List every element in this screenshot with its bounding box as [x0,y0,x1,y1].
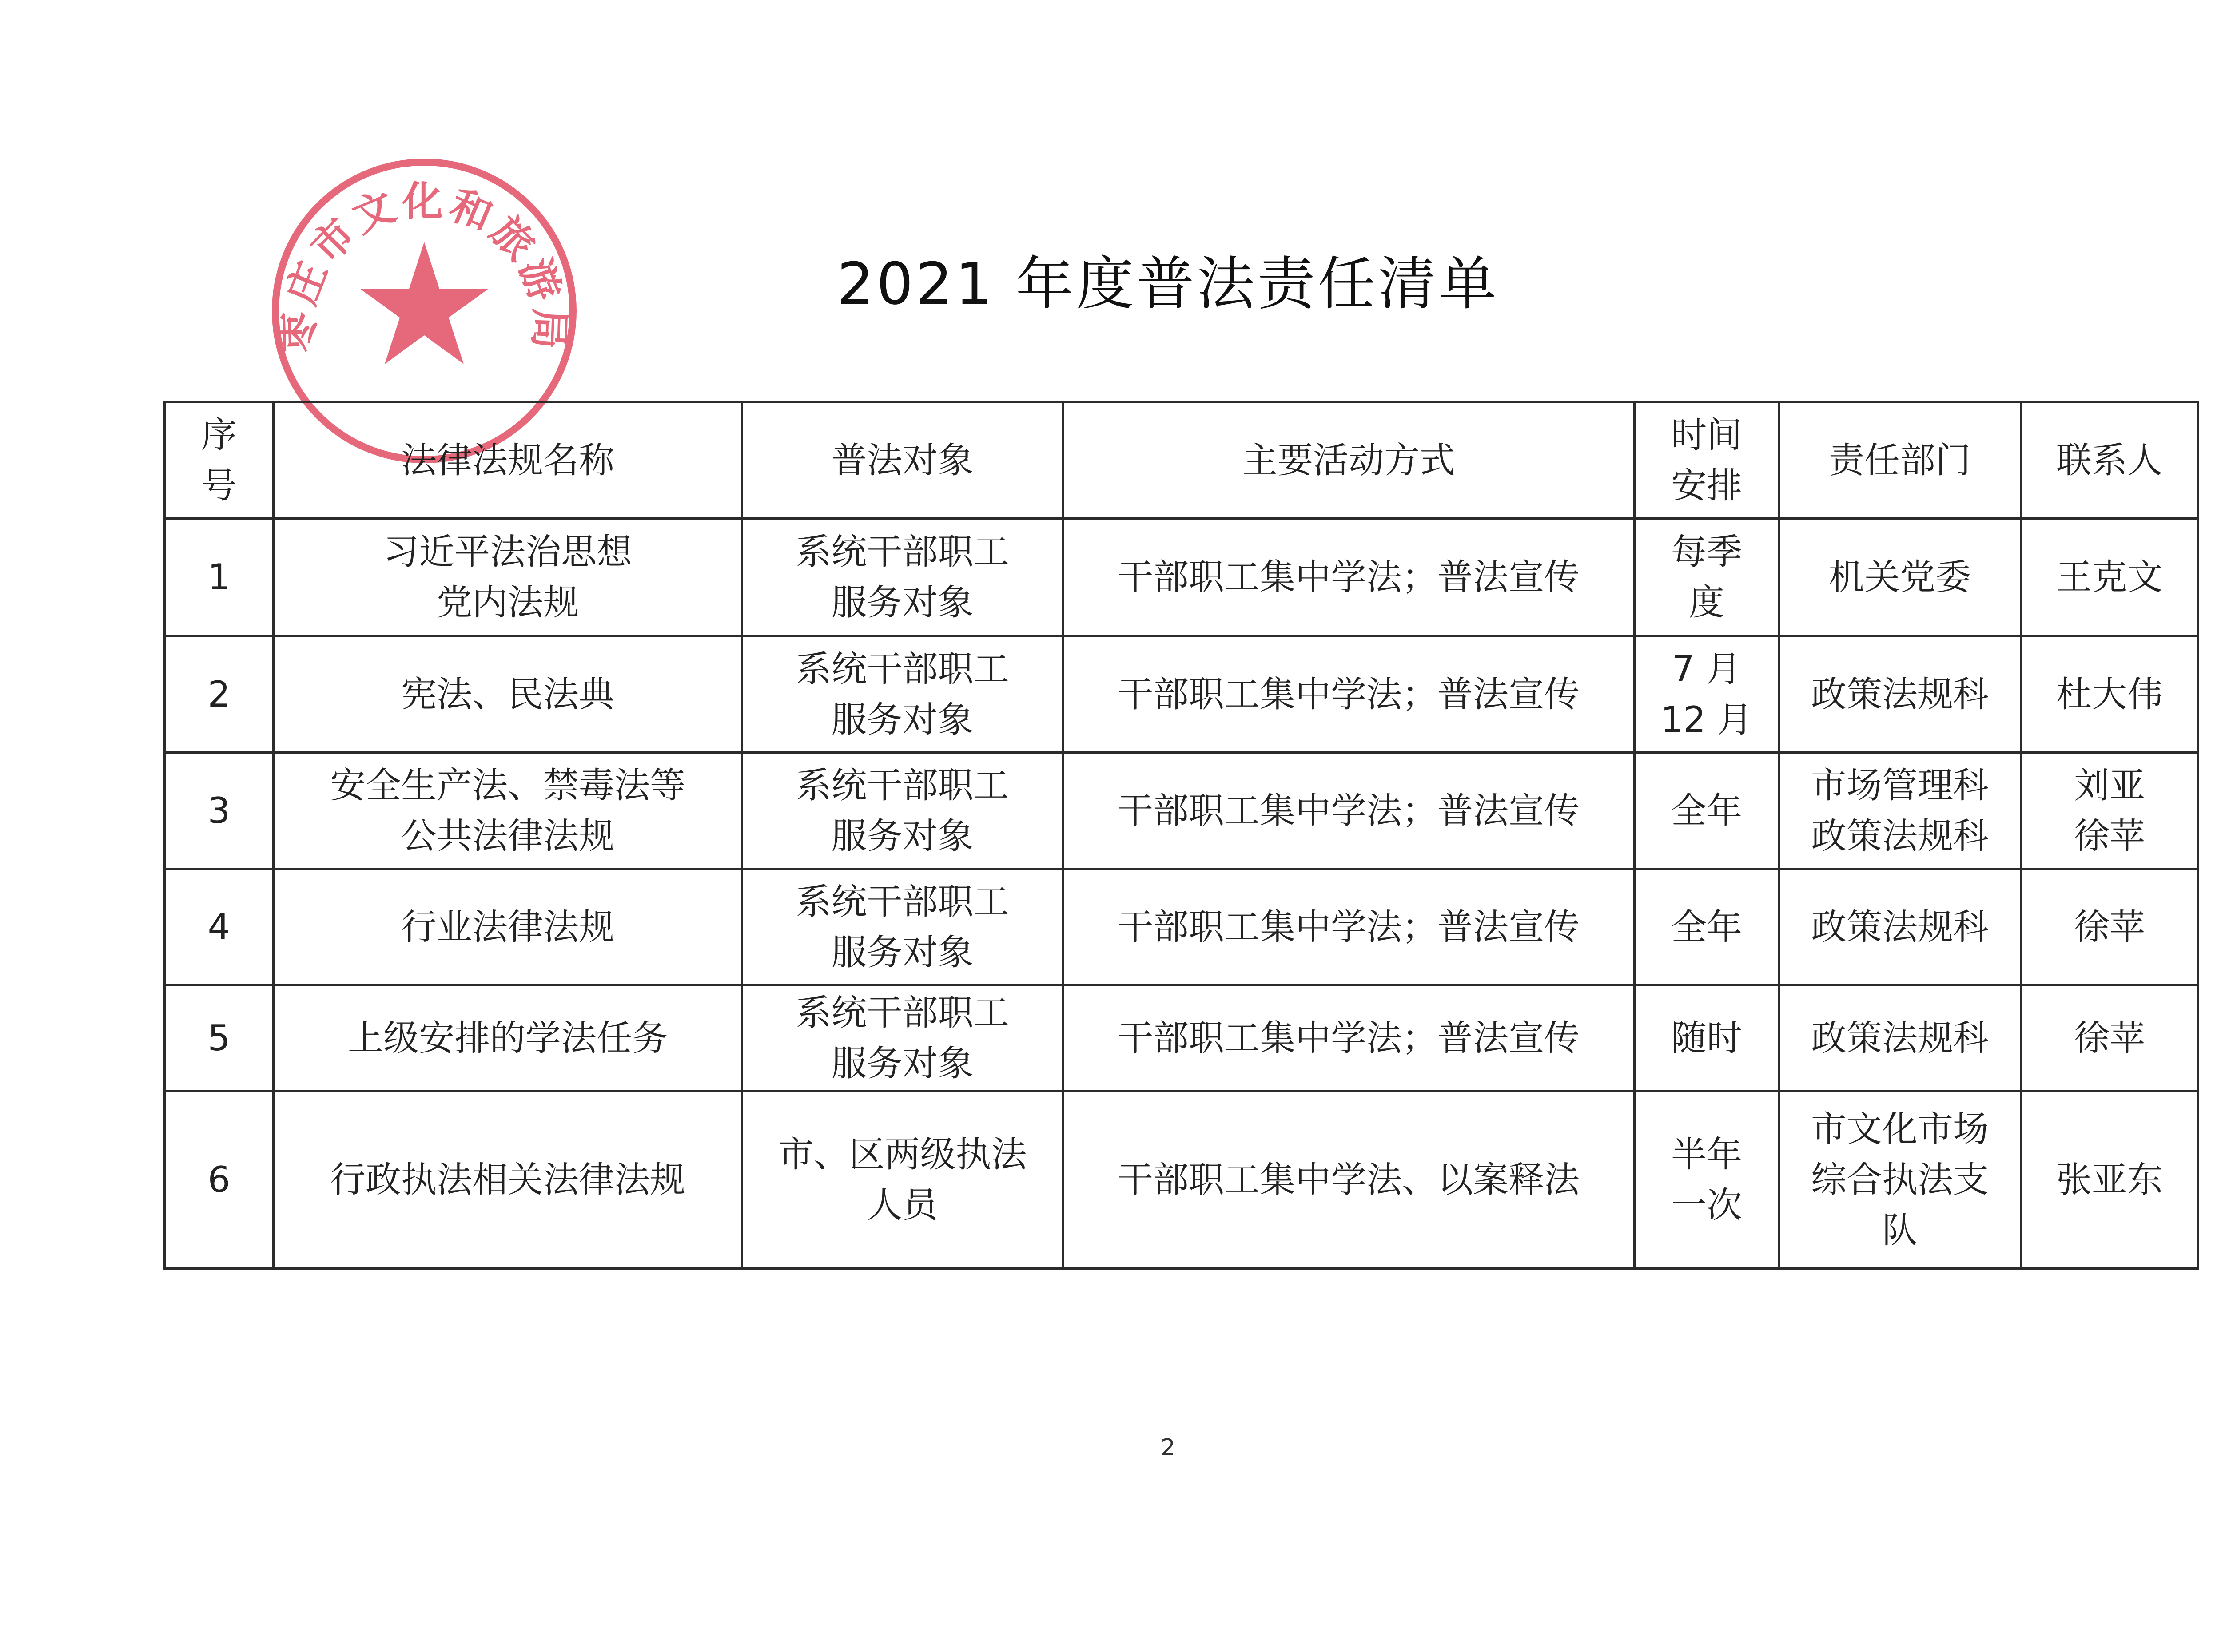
cell-time [1635,985,1779,1091]
cell-text-line: 4 [207,906,231,948]
cell-target [742,869,1063,985]
cell-text-line: 干部职工集中学法；普法宣传 [1118,673,1580,715]
cell-text-line: 普法对象 [831,439,974,481]
cell-text-line: 服务对象 [831,1042,974,1084]
cell-text-line: 责任部门 [1829,439,1971,481]
seal-lettering: 枣庄市文化和旅游局 [274,177,574,353]
cell-seq [165,636,274,753]
cell-text-line: 干部职工集中学法；普法宣传 [1118,790,1580,831]
cell-target [742,519,1063,636]
cell-law-name [274,869,742,985]
cell-target [742,1091,1063,1269]
cell-text-line: 一次 [1671,1184,1742,1226]
cell-target [742,753,1063,869]
responsibility-table [163,401,2199,1270]
cell-time [1635,753,1779,869]
cell-text-line: 主要活动方式 [1242,439,1455,481]
cell-seq [165,869,274,985]
cell-time [1635,636,1779,753]
table-row [165,869,2198,985]
table-row [165,636,2198,753]
cell-text-line: 系统干部职工 [796,881,1009,922]
cell-law-name [274,1091,742,1269]
table-header-row [165,402,2198,519]
table-row [165,519,2198,636]
cell-text-line: 12 月 [1660,699,1753,740]
cell-law-name [274,985,742,1091]
table-row [165,985,2198,1091]
cell-text-line: 公共法律法规 [401,815,614,857]
cell-contact [2021,1091,2198,1269]
cell-text-line: 干部职工集中学法；普法宣传 [1118,556,1580,598]
cell-text-line: 干部职工集中学法；普法宣传 [1118,906,1580,948]
cell-text-line: 徐苹 [2074,815,2145,857]
header-law-name [274,402,742,519]
cell-method [1063,636,1635,753]
cell-department [1779,519,2021,636]
cell-text-line: 全年 [1671,906,1742,948]
cell-text-line: 服务对象 [831,815,974,857]
cell-text-line: 安排 [1671,465,1742,506]
cell-text-line: 政策法规科 [1811,1017,1989,1059]
cell-method [1063,753,1635,869]
cell-method [1063,519,1635,636]
cell-text-line: 时间 [1671,414,1742,456]
cell-text-line: 服务对象 [831,582,974,623]
header-target [742,402,1063,519]
cell-text-line: 张亚东 [2056,1159,2163,1200]
header-method [1063,402,1635,519]
cell-method [1063,1091,1635,1269]
cell-text-line: 序 [201,414,237,456]
cell-time [1635,1091,1779,1269]
cell-text-line: 王克文 [2056,556,2163,598]
cell-law-name [274,519,742,636]
cell-seq [165,985,274,1091]
header-seq [165,402,274,519]
cell-text-line: 徐苹 [2074,1017,2145,1059]
cell-text-line: 上级安排的学法任务 [348,1017,668,1059]
cell-target [742,985,1063,1091]
cell-text-line: 综合执法支 [1811,1159,1989,1200]
cell-contact [2021,519,2198,636]
cell-text-line: 刘亚 [2074,764,2145,806]
cell-text-line: 服务对象 [831,931,974,973]
cell-department [1779,636,2021,753]
cell-text-line: 联系人 [2056,439,2163,481]
cell-text-line: 安全生产法、禁毒法等 [330,764,685,806]
cell-text-line: 政策法规科 [1811,673,1989,715]
cell-text-line: 5 [207,1017,231,1059]
cell-text-line: 法律法规名称 [401,439,614,481]
cell-text-line: 度 [1689,582,1724,623]
cell-text-line: 徐苹 [2074,906,2145,948]
cell-text-line: 每季 [1671,531,1742,572]
header-time [1635,402,1779,519]
cell-text-line: 系统干部职工 [796,531,1009,572]
cell-text-line: 1 [207,556,231,598]
cell-contact [2021,985,2198,1091]
cell-text-line: 干部职工集中学法、以案释法 [1118,1159,1580,1200]
cell-text-line: 系统干部职工 [796,648,1009,690]
cell-department [1779,1091,2021,1269]
cell-text-line: 7 月 [1672,648,1742,690]
cell-time [1635,519,1779,636]
cell-text-line: 杜大伟 [2056,673,2163,715]
cell-text-line: 干部职工集中学法；普法宣传 [1118,1017,1580,1059]
cell-text-line: 人员 [867,1184,938,1226]
cell-text-line: 队 [1882,1209,1918,1251]
cell-contact [2021,636,2198,753]
cell-text-line: 随时 [1671,1017,1742,1059]
cell-contact [2021,869,2198,985]
cell-text-line: 行业法律法规 [401,906,614,948]
cell-time [1635,869,1779,985]
table-row [165,1091,2198,1269]
page-number: 2 [1160,1434,1176,1461]
cell-text-line: 3 [207,790,231,831]
cell-law-name [274,753,742,869]
cell-text-line: 机关党委 [1829,556,1971,598]
cell-text-line: 党内法规 [437,582,579,623]
header-contact [2021,402,2198,519]
cell-text-line: 政策法规科 [1811,906,1989,948]
cell-text-line: 宪法、民法典 [401,673,614,715]
cell-text-line: 6 [207,1159,231,1200]
cell-seq [165,753,274,869]
cell-text-line: 市、区两级执法 [778,1133,1027,1175]
cell-contact [2021,753,2198,869]
cell-text-line: 行政执法相关法律法规 [330,1159,685,1200]
cell-text-line: 全年 [1671,790,1742,831]
table-body [165,519,2198,1269]
cell-method [1063,985,1635,1091]
cell-department [1779,985,2021,1091]
cell-seq [165,519,274,636]
cell-law-name [274,636,742,753]
cell-department [1779,869,2021,985]
page-title: 2021 年度普法责任清单 [837,250,1499,318]
cell-text-line: 系统干部职工 [796,992,1009,1033]
cell-text-line: 市文化市场 [1811,1108,1989,1150]
header-department [1779,402,2021,519]
cell-seq [165,1091,274,1269]
cell-method [1063,869,1635,985]
cell-text-line: 半年 [1671,1133,1742,1175]
cell-text-line: 2 [207,673,231,715]
table-row [165,753,2198,869]
cell-text-line: 服务对象 [831,699,974,740]
cell-text-line: 号 [201,465,237,506]
cell-target [742,636,1063,753]
cell-text-line: 市场管理科 [1811,764,1989,806]
cell-text-line: 系统干部职工 [796,764,1009,806]
cell-text-line: 习近平法治思想 [383,531,632,572]
cell-department [1779,753,2021,869]
cell-text-line: 政策法规科 [1811,815,1989,857]
